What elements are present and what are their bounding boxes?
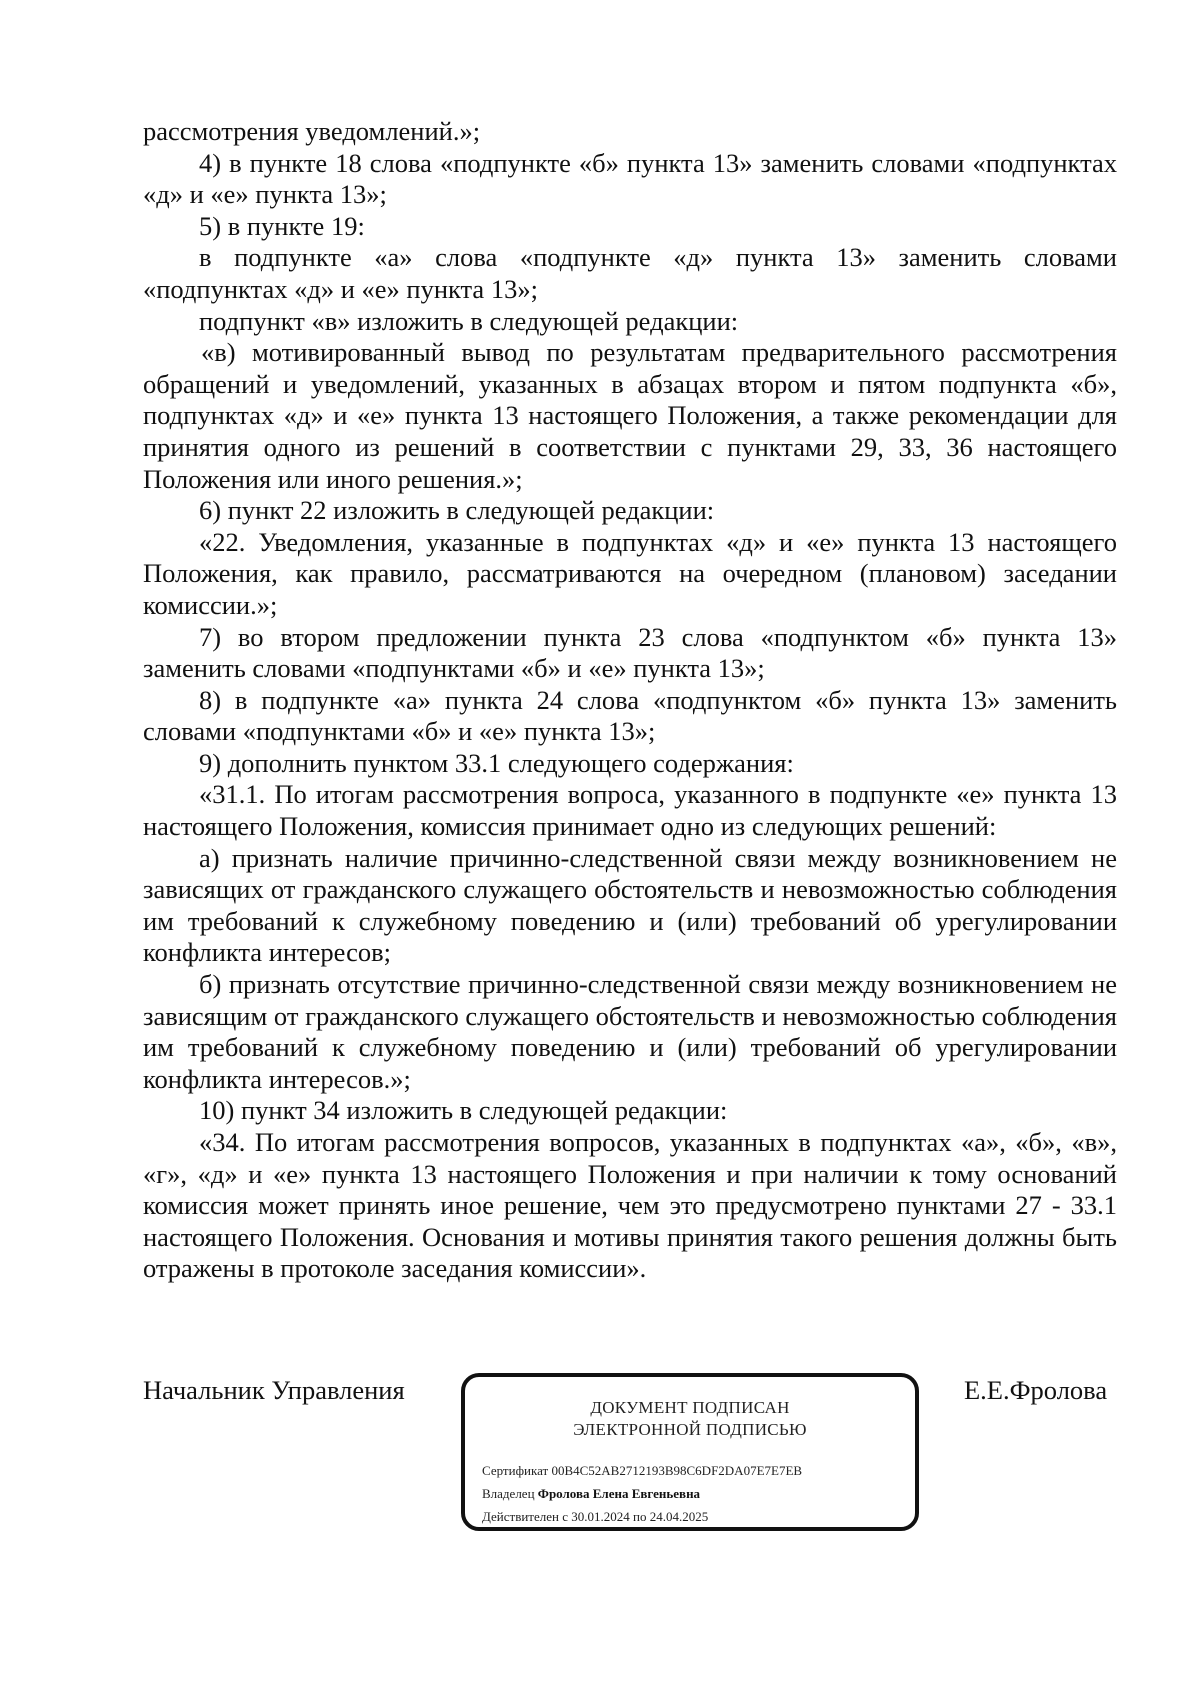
stamp-validity <box>482 1508 708 1526</box>
paragraph: «22. Уведомления, указанные в подпунктах «д» и «е» пункта 13 настоящего Положения, как правило, рассматриваются на очередном (плановом) заседании комиссии.»; <box>143 526 1117 620</box>
paragraph: рассмотрения уведомлений.»; <box>143 116 481 146</box>
signer-name: Е.Е.Фролова <box>964 1375 1108 1405</box>
electronic-signature-stamp <box>461 1373 919 1531</box>
paragraph: «в) мотивированный вывод по результатам предварительного рассмотрения обращений и уведомлений, указанных в абзацах втором и пятом подпункта «б», подпунктах «д» и «е» пункта 13 настоящего Положения, а также рекомендации для принятия одного из решений в соответствии с пунктами 29, 33, 36 настоящего Положения или иного решения.»; <box>143 337 1117 494</box>
stamp-certificate <box>482 1462 802 1480</box>
stamp-validity-label: Действителен <box>482 1509 559 1524</box>
stamp-heading-line-2: ЭЛЕКТРОННОЙ ПОДПИСЬЮ <box>573 1420 807 1439</box>
signer-position: Начальник Управления <box>143 1375 405 1405</box>
document-body <box>143 116 1117 1285</box>
stamp-validity-from: 30.01.2024 <box>571 1509 630 1524</box>
stamp-owner-value: Фролова Елена Евгеньевна <box>537 1486 701 1501</box>
stamp-owner <box>482 1485 700 1503</box>
paragraph: подпункт «в» изложить в следующей редакции: <box>199 305 739 336</box>
stamp-validity-to: 24.04.2025 <box>649 1509 709 1524</box>
paragraph: 6) пункт 22 изложить в следующей редакции: <box>199 495 715 526</box>
paragraph: 7) во втором предложении пункта 23 слова «подпунктом «б» пункта 13» заменить словами «подпунктами «б» и «е» пункта 13»; <box>143 621 1117 684</box>
stamp-certificate-value: 00B4C52AB2712193B98C6DF2DA07E7E7EB <box>551 1463 803 1478</box>
paragraph: «31.1. По итогам рассмотрения вопроса, указанного в подпункте «е» пункта 13 настоящего Положения, комиссия принимает одно из следующих решений: <box>143 779 1117 842</box>
paragraph: 4) в пункте 18 слова «подпункте «б» пункта 13» заменить словами «подпунктах «д» и «е» пункта 13»; <box>143 147 1117 210</box>
stamp-heading <box>465 1397 915 1441</box>
stamp-validity-from-prefix: с <box>562 1509 568 1524</box>
paragraph: 5) в пункте 19: <box>199 210 365 241</box>
paragraph: в подпункте «а» слова «подпункте «д» пункта 13» заменить словами «подпунктах «д» и «е» пункта 13»; <box>143 242 1117 304</box>
paragraph: б) признать отсутствие причинно-следственной связи между возникновением не зависящим от гражданского служащего обстоятельств и невозможностью соблюдения им требований к служебному поведению и (или) требований об урегулировании конфликта интересов.»; <box>143 969 1117 1094</box>
paragraph: 9) дополнить пунктом 33.1 следующего содержания: <box>199 747 794 778</box>
paragraph: 8) в подпункте «а» пункта 24 слова «подпунктом «б» пункта 13» заменить словами «подпунктами «б» и «е» пункта 13»; <box>143 684 1117 747</box>
paragraph: 10) пункт 34 изложить в следующей редакции: <box>199 1095 728 1126</box>
stamp-heading-line-1: ДОКУМЕНТ ПОДПИСАН <box>590 1398 790 1417</box>
paragraph: а) признать наличие причинно-следственной связи между возникновением не зависящих от гражданского служащего обстоятельств и невозможностью соблюдения им требований к служебному поведению и (или) требований об урегулировании конфликта интересов; <box>143 842 1117 968</box>
stamp-certificate-label: Сертификат <box>482 1463 549 1478</box>
paragraph: «34. По итогам рассмотрения вопросов, указанных в подпунктах «а», «б», «в», «г», «д» и «е» пункта 13 настоящего Положения и при наличии к тому оснований комиссия может принять иное решение, чем это предусмотрено пунктами 27 - 33.1 настоящего Положения. Основания и мотивы принятия такого решения должны быть отражены в протоколе заседания комиссии». <box>143 1127 1117 1284</box>
stamp-validity-to-prefix: по <box>633 1509 647 1524</box>
stamp-owner-label: Владелец <box>482 1486 535 1501</box>
